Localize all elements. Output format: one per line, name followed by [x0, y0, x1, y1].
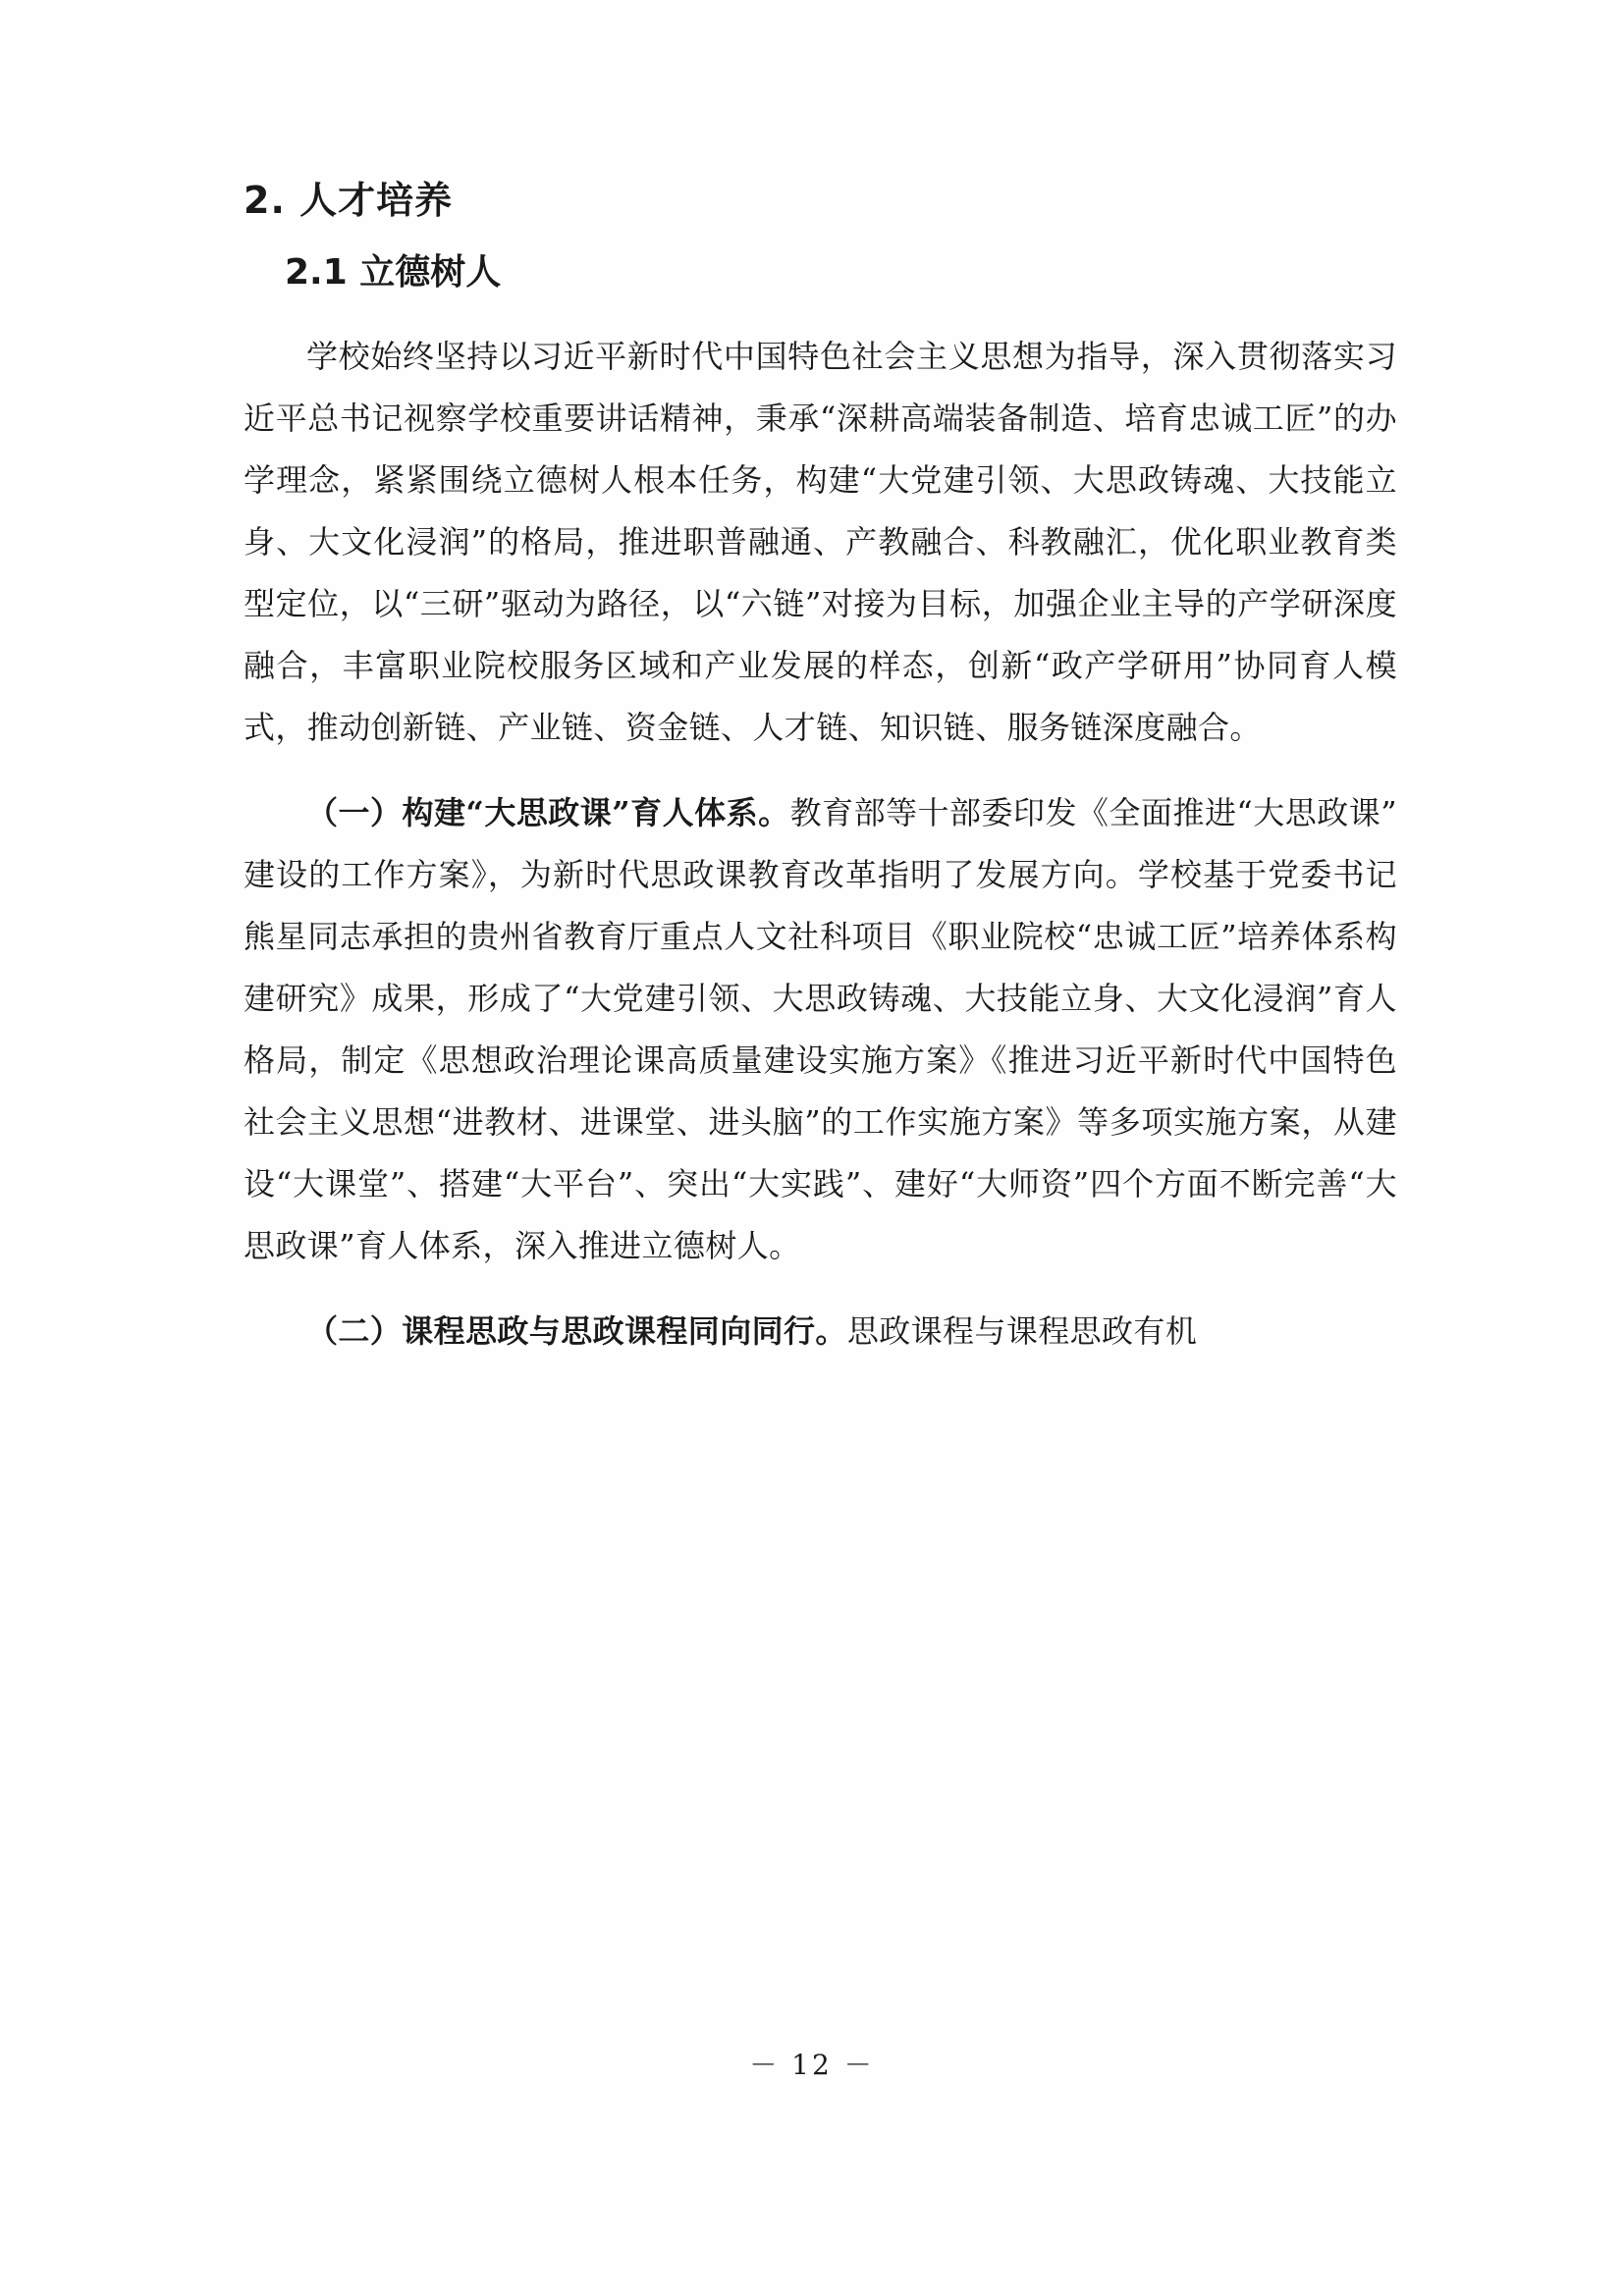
paragraph-intro: [244, 326, 1397, 759]
section-heading-level-1: 2. 人才培养: [244, 179, 454, 222]
paragraph-item-two-lead: （二）课程思政与思政课程同向同行。: [306, 1312, 847, 1351]
page-number: － 12 －: [749, 2049, 875, 2081]
paragraph-item-one-lead: （一）构建“大思政课”育人体系。: [306, 794, 790, 832]
page-content: [244, 177, 1397, 1362]
paragraph-item-two-text: 思政课程与课程思政有机: [846, 1312, 1198, 1351]
paragraph-item-one-text: 教育部等十部委印发《全面推进“大思政课”建设的工作方案》，为新时代思政课教育改革指明了发展方向。学校基于党委书记熊星同志承担的贵州省教育厅重点人文社科项目《职业院校“忠诚工匠”培养体系构建研究》成果，形成了“大党建引领、大思政铸魂、大技能立身、大文化浸润”育人格局，制定《思想政治理论课高质量建设实施方案》《推进习近平新时代中国特色社会主义思想“进教材、进课堂、进头脑”的工作实施方案》等多项实施方案，从建设“大课堂”、搭建“大平台”、突出“大实践”、建好“大师资”四个方面不断完善“大思政课”育人体系，深入推进立德树人。: [244, 794, 1397, 1265]
paragraph-intro-text: 学校始终坚持以习近平新时代中国特色社会主义思想为指导，深入贯彻落实习近平总书记视察学校重要讲话精神，秉承“深耕高端装备制造、培育忠诚工匠”的办学理念，紧紧围绕立德树人根本任务，构建“大党建引领、大思政铸魂、大技能立身、大文化浸润”的格局，推进职普融通、产教融合、科教融汇，优化职业教育类型定位，以“三研”驱动为路径，以“六链”对接为目标，加强企业主导的产学研深度融合，丰富职业院校服务区域和产业发展的样态，创新“政产学研用”协同育人模式，推动创新链、产业链、资金链、人才链、知识链、服务链深度融合。: [244, 338, 1397, 747]
paragraph-item-two: [244, 1301, 1397, 1362]
section-heading-level-2: 2.1 立德树人: [285, 252, 502, 294]
paragraph-item-one: [244, 782, 1397, 1277]
